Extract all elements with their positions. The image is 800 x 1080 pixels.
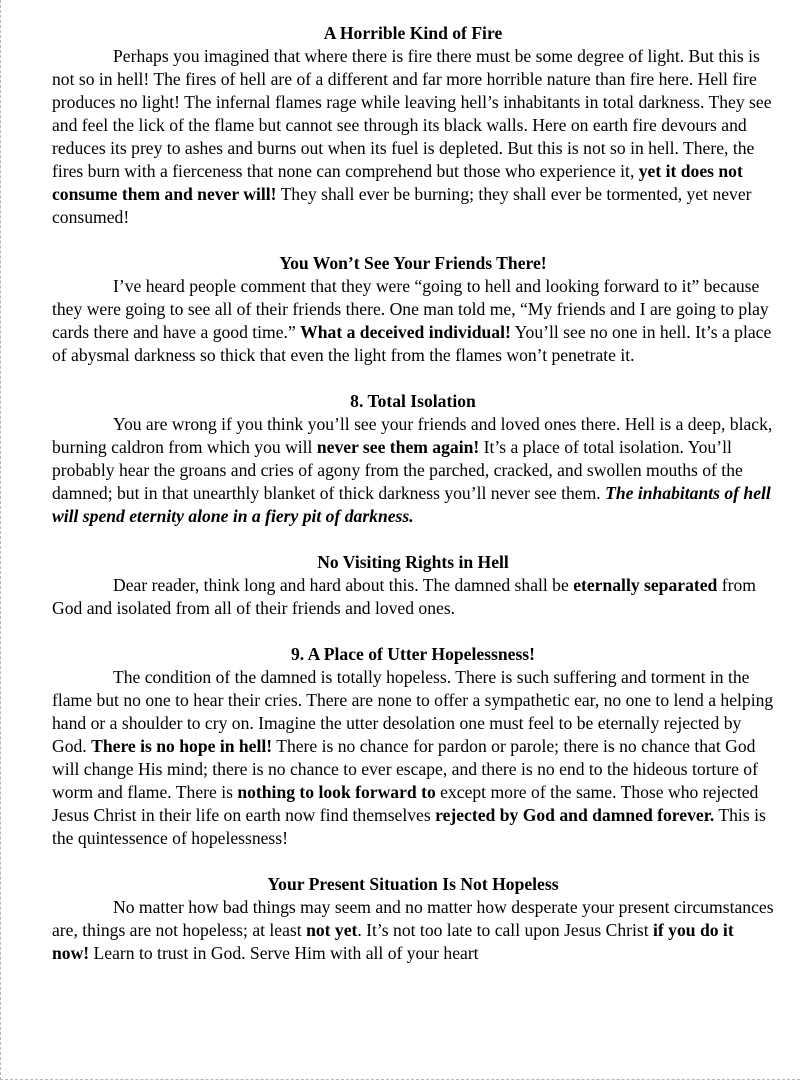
emphasis-text: eternally separated bbox=[573, 575, 718, 595]
section bbox=[52, 22, 774, 229]
emphasis-text: never see them again! bbox=[316, 437, 480, 457]
document-body bbox=[52, 22, 774, 988]
section-heading: No Visiting Rights in Hell bbox=[317, 552, 509, 572]
section-heading: 9. A Place of Utter Hopelessness! bbox=[291, 644, 535, 664]
section-paragraph bbox=[52, 574, 774, 620]
section-paragraph bbox=[52, 413, 774, 528]
emphasis-text: not yet bbox=[306, 920, 358, 940]
text-run: No matter how bad things may seem and no matter how desperate your present circumstances are, things are not hopeless; at least bbox=[52, 897, 774, 940]
section bbox=[52, 390, 774, 528]
section-heading: 8. Total Isolation bbox=[350, 391, 476, 411]
text-run: I’ve heard people comment that they were “going to hell and looking forward to it” because they were going to see all of their friends there. One man told me, “My friends and I are going to play cards there and have a good time.” bbox=[52, 276, 769, 342]
text-run: Perhaps you imagined that where there is fire there must be some degree of light. But this is not so in hell! The fires of hell are of a different and far more horrible nature than fire here. Hell fire produces no light! The infernal flames rage while leaving hell’s inhabitants in total darkness. They see and feel the lick of the flame but cannot see through its black walls. Here on earth fire devours and reduces its prey to ashes and burns out when its fuel is depleted. But this is not so in hell. There, the fires burn with a fierceness that none can comprehend but those who experience it, bbox=[52, 46, 772, 181]
section-paragraph bbox=[52, 45, 774, 229]
text-run: You’ll see no one in hell. It’s a place of abysmal darkness so thick that even the light from the flames won’t penetrate it. bbox=[52, 322, 772, 365]
text-run: This is the quintessence of hopelessness! bbox=[52, 805, 766, 848]
section bbox=[52, 873, 774, 965]
section-heading: Your Present Situation Is Not Hopeless bbox=[267, 874, 559, 894]
text-run: Dear reader, think long and hard about this. The damned shall be bbox=[113, 575, 574, 595]
text-run: except more of the same. Those who rejected Jesus Christ in their life on earth now find themselves bbox=[52, 782, 759, 825]
section-heading: A Horrible Kind of Fire bbox=[323, 23, 503, 43]
text-run: There is no chance for pardon or parole; there is no chance that God will change His mind; there is no chance to ever escape, and there is no end to the hideous torture of worm and flame. There is bbox=[52, 736, 758, 802]
emphasis-text: if you do it now! bbox=[52, 920, 734, 963]
text-run: . It’s not too late to call upon Jesus Christ bbox=[357, 920, 654, 940]
text-run: Learn to trust in God. Serve Him with all of your heart bbox=[89, 943, 479, 963]
emphasis-text: nothing to look forward to bbox=[237, 782, 436, 802]
section-paragraph bbox=[52, 896, 774, 965]
text-run: from God and isolated from all of their friends and loved ones. bbox=[52, 575, 756, 618]
section bbox=[52, 551, 774, 620]
emphasis-text: yet it does not consume them and never will! bbox=[52, 161, 743, 204]
emphasis-text: What a deceived individual! bbox=[300, 322, 511, 342]
section-paragraph bbox=[52, 275, 774, 367]
text-run: It’s a place of total isolation. You’ll probably hear the groans and cries of agony from the parched, cracked, and swollen mouths of the damned; but in that unearthly blanket of thick darkness you’ll never see them. bbox=[52, 437, 743, 503]
text-run: The condition of the damned is totally hopeless. There is such suffering and torment in the flame but no one to hear their cries. There are none to offer a sympathetic ear, no one to lend a helping hand or a shoulder to cry on. Imagine the utter desolation one must feel to be eternally rejected by God. bbox=[52, 667, 774, 756]
emphasis-text: The inhabitants of hell will spend eternity alone in a fiery pit of darkness. bbox=[52, 483, 771, 526]
emphasis-text: There is no hope in hell! bbox=[91, 736, 273, 756]
section-heading: You Won’t See Your Friends There! bbox=[279, 253, 547, 273]
emphasis-text: rejected by God and damned forever. bbox=[435, 805, 715, 825]
section-paragraph bbox=[52, 666, 774, 850]
text-run: They shall ever be burning; they shall ever be tormented, yet never consumed! bbox=[52, 184, 752, 227]
section bbox=[52, 643, 774, 850]
text-run: You are wrong if you think you’ll see your friends and loved ones there. Hell is a deep, black, burning caldron from which you will bbox=[52, 414, 773, 457]
section bbox=[52, 252, 774, 367]
